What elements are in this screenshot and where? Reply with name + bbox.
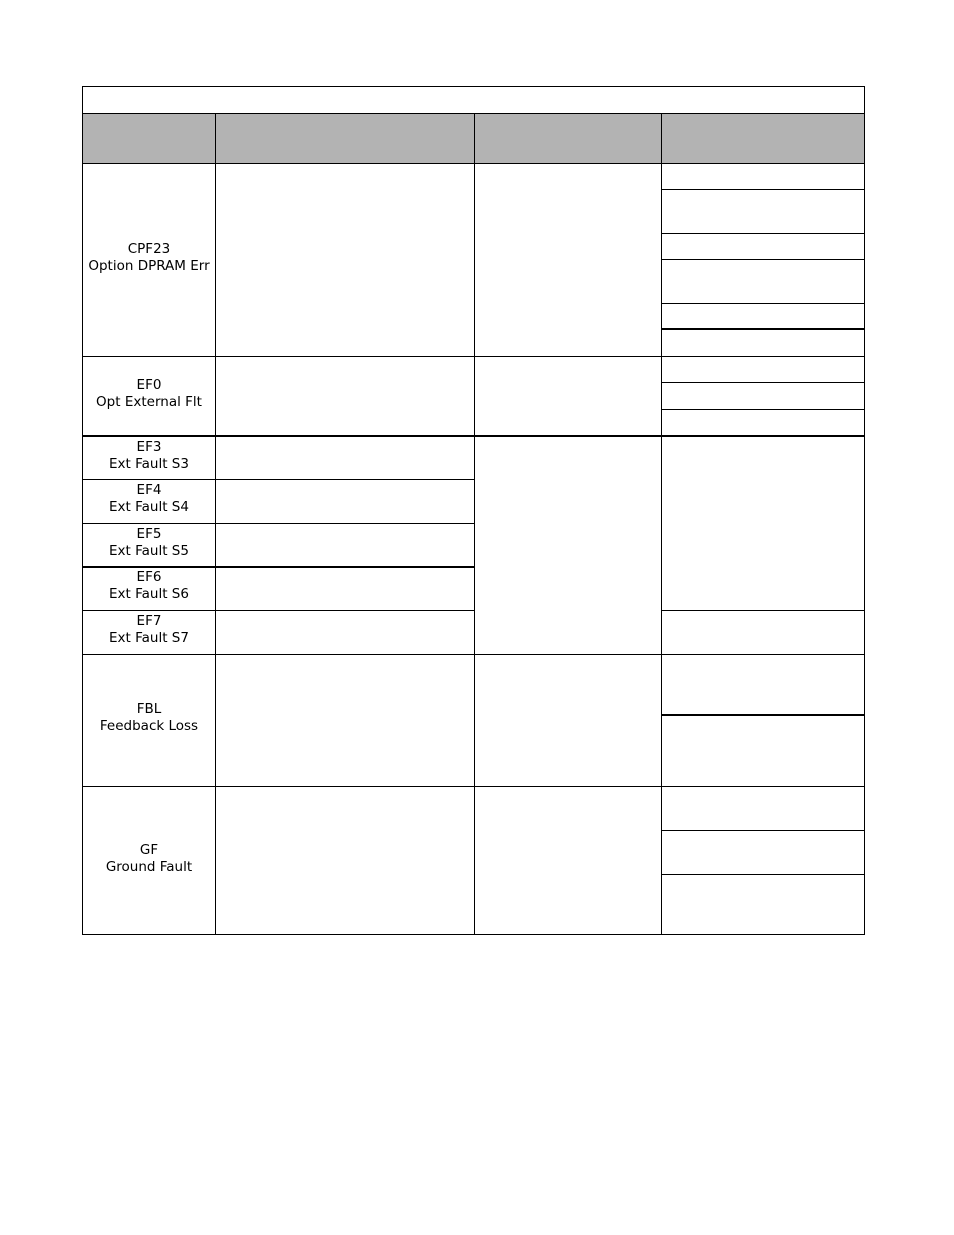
sub-row-divider [661,874,865,875]
fault-name: Feedback Loss [99,718,199,734]
fault-name: Ext Fault S6 [109,586,189,602]
sub-row-divider [661,830,865,831]
fault-code: GF [139,842,159,858]
sub-row-divider [661,303,865,304]
fault-code: EF5 [136,526,162,542]
fault-label-fbl [83,701,215,735]
fault-name: Ground Fault [105,859,193,875]
fault-code: EF6 [136,569,162,585]
sub-row-divider [661,409,865,410]
sub-row-divider [661,610,865,611]
row-divider [82,610,475,611]
fault-label-ef3 [83,439,215,473]
fault-code: EF3 [136,439,162,455]
fault-label-ef6 [83,569,215,603]
fault-name: Ext Fault S5 [109,543,189,559]
row-divider [82,479,475,480]
sub-row-divider [661,233,865,234]
sub-row-divider [661,328,865,330]
column-divider [215,113,216,935]
fault-name: Ext Fault S4 [109,499,189,515]
fault-name: Option DPRAM Err [88,258,210,274]
sub-row-divider [661,382,865,383]
fault-code: EF0 [136,377,162,393]
fault-name: Opt External Flt [96,394,202,410]
fault-name: Ext Fault S3 [109,456,189,472]
sub-row-divider [661,189,865,190]
sub-row-divider [661,259,865,260]
fault-label-ef4 [83,482,215,516]
fault-code: CPF23 [127,241,171,257]
column-divider [661,113,662,935]
fault-label-gf [83,842,215,876]
fault-label-ef0 [83,377,215,411]
fault-label-ef7 [83,613,215,647]
row-divider [82,523,475,524]
fault-label-ef5 [83,526,215,560]
sub-row-divider [661,714,865,716]
fault-code: FBL [136,701,162,717]
fault-name: Ext Fault S7 [109,630,189,646]
fault-label-cpf23 [83,241,215,275]
row-divider [82,566,475,568]
column-divider [474,113,475,935]
fault-code: EF7 [136,613,162,629]
fault-code: EF4 [136,482,162,498]
